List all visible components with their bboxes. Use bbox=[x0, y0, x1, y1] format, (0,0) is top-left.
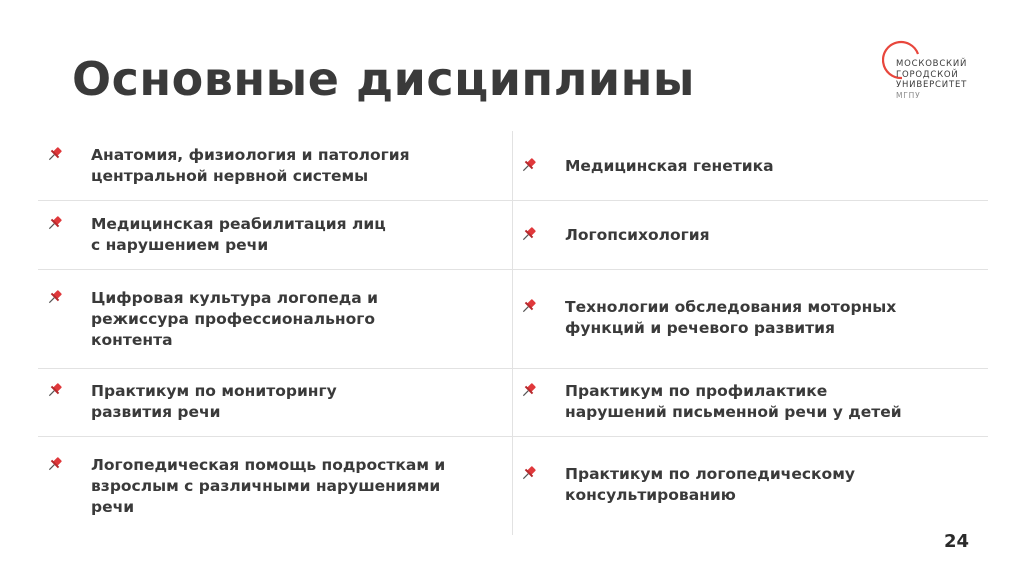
pushpin-icon bbox=[46, 455, 64, 473]
pushpin-icon bbox=[520, 225, 538, 243]
list-item bbox=[46, 145, 410, 187]
discipline-name: Анатомия, физиология и патология центральной нервной системы bbox=[91, 146, 410, 185]
logo-line-1: МОСКОВСКИЙ bbox=[896, 59, 968, 69]
pushpin-icon bbox=[46, 145, 64, 163]
pushpin-icon bbox=[520, 381, 538, 399]
list-item bbox=[46, 381, 337, 423]
list-item bbox=[520, 156, 774, 177]
row-divider bbox=[513, 436, 988, 437]
discipline-name: Медицинская генетика bbox=[565, 157, 774, 175]
pushpin-icon bbox=[46, 381, 64, 399]
row-divider bbox=[38, 200, 512, 201]
discipline-name: Технологии обследования моторных функций и речевого развития bbox=[565, 298, 897, 337]
pushpin-icon bbox=[46, 288, 64, 306]
discipline-name: Практикум по профилактике нарушений письменной речи у детей bbox=[565, 382, 902, 421]
list-item bbox=[520, 381, 902, 423]
list-item bbox=[520, 297, 896, 339]
discipline-name: Практикум по логопедическому консультированию bbox=[565, 465, 855, 504]
list-item bbox=[46, 288, 378, 351]
logo-line-2: ГОРОДСКОЙ bbox=[896, 69, 959, 80]
list-item bbox=[520, 225, 710, 246]
page-number: 24 bbox=[943, 531, 969, 552]
logo-abbr: МГПУ bbox=[896, 90, 921, 100]
row-divider bbox=[38, 269, 512, 270]
page-title: Основные дисциплины bbox=[72, 52, 696, 106]
list-item bbox=[520, 464, 855, 506]
row-divider bbox=[38, 436, 512, 437]
disciplines-table bbox=[38, 131, 988, 535]
discipline-name: Цифровая культура логопеда и режиссура профессионального контента bbox=[91, 289, 378, 349]
discipline-name: Логопедическая помощь подросткам и взрослым с различными нарушениями речи bbox=[91, 456, 446, 516]
discipline-name: Практикум по мониторингу развития речи bbox=[91, 382, 337, 421]
discipline-name: Медицинская реабилитация лиц с нарушением речи bbox=[91, 215, 386, 254]
row-divider bbox=[38, 368, 512, 369]
logo-line-3: УНИВЕРСИТЕТ bbox=[896, 80, 968, 90]
row-divider bbox=[513, 200, 988, 201]
pushpin-icon bbox=[520, 156, 538, 174]
row-divider bbox=[513, 269, 988, 270]
column-divider bbox=[512, 131, 513, 535]
list-item bbox=[46, 214, 386, 256]
row-divider bbox=[513, 368, 988, 369]
discipline-name: Логопсихология bbox=[565, 226, 710, 244]
pushpin-icon bbox=[520, 297, 538, 315]
pushpin-icon bbox=[520, 464, 538, 482]
pushpin-icon bbox=[46, 214, 64, 232]
university-logo bbox=[882, 40, 992, 110]
list-item bbox=[46, 455, 445, 518]
